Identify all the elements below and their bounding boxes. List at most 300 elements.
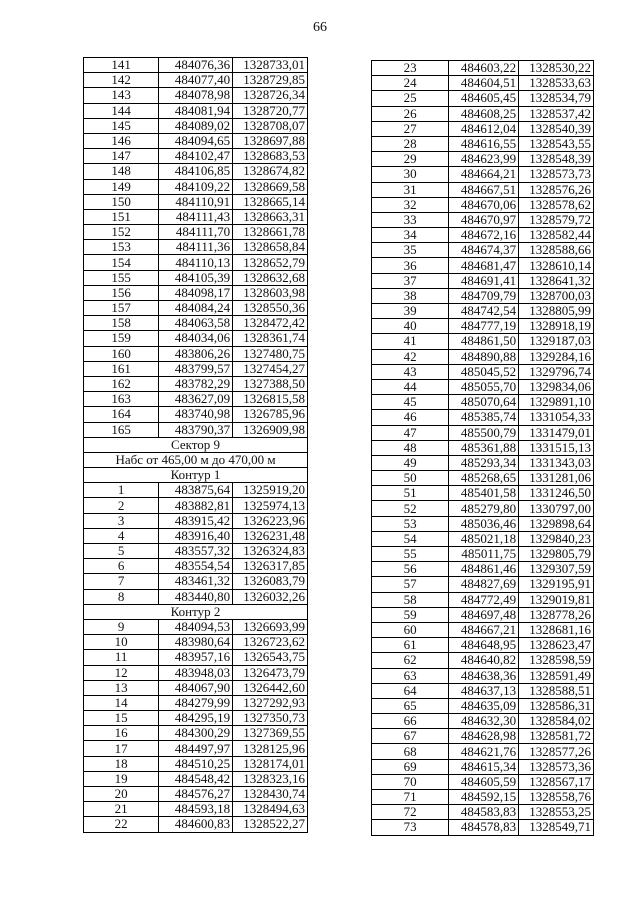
table-row: [84, 574, 308, 589]
y-coordinate: 1328543,55: [519, 136, 594, 151]
table-row: [372, 349, 594, 364]
y-coordinate: 1328534,79: [519, 91, 594, 106]
x-coordinate: 484603,22: [449, 61, 519, 76]
y-coordinate: 1328805,99: [519, 304, 594, 319]
table-row: [372, 562, 594, 577]
table-row: [84, 361, 308, 376]
point-number: 149: [84, 179, 159, 194]
point-number: 53: [372, 516, 449, 531]
section-heading: Сектор 9: [84, 437, 308, 452]
table-row: [84, 544, 308, 559]
x-coordinate: 484034,06: [159, 331, 233, 346]
table-row: [84, 240, 308, 255]
table-row: [84, 392, 308, 407]
y-coordinate: 1328125,96: [233, 741, 308, 756]
y-coordinate: 1327388,50: [233, 376, 308, 391]
table-row: [372, 258, 594, 273]
x-coordinate: 484593,18: [159, 802, 233, 817]
y-coordinate: 1328665,14: [233, 194, 308, 209]
x-coordinate: 484300,29: [159, 726, 233, 741]
y-coordinate: 1328548,39: [519, 152, 594, 167]
point-number: 48: [372, 440, 449, 455]
y-coordinate: 1328494,63: [233, 802, 308, 817]
x-coordinate: 484632,30: [449, 714, 519, 729]
y-coordinate: 1328588,51: [519, 683, 594, 698]
table-row: [372, 319, 594, 334]
x-coordinate: 484105,39: [159, 270, 233, 285]
x-coordinate: 484098,17: [159, 285, 233, 300]
page-number: 66: [313, 20, 327, 35]
y-coordinate: 1325919,20: [233, 483, 308, 498]
table-row: [84, 73, 308, 88]
y-coordinate: 1331054,33: [519, 410, 594, 425]
x-coordinate: 484670,06: [449, 197, 519, 212]
point-number: 49: [372, 455, 449, 470]
x-coordinate: 485055,70: [449, 379, 519, 394]
point-number: 33: [372, 212, 449, 227]
point-number: 31: [372, 182, 449, 197]
x-coordinate: 485500,79: [449, 425, 519, 440]
table-row: [84, 118, 308, 133]
point-number: 57: [372, 577, 449, 592]
y-coordinate: 1329284,16: [519, 349, 594, 364]
table-row: [84, 498, 308, 513]
x-coordinate: 484077,40: [159, 73, 233, 88]
table-row: [84, 179, 308, 194]
point-number: 64: [372, 683, 449, 698]
point-number: 54: [372, 531, 449, 546]
y-coordinate: 1328584,02: [519, 714, 594, 729]
x-coordinate: 484861,50: [449, 334, 519, 349]
table-row: [372, 774, 594, 789]
y-coordinate: 1328591,49: [519, 668, 594, 683]
x-coordinate: 484497,97: [159, 741, 233, 756]
point-number: 38: [372, 288, 449, 303]
point-number: 73: [372, 820, 449, 835]
point-number: 164: [84, 407, 159, 422]
x-coordinate: 484279,99: [159, 695, 233, 710]
table-row: [372, 501, 594, 516]
point-number: 165: [84, 422, 159, 437]
point-number: 156: [84, 285, 159, 300]
table-row: [84, 58, 308, 73]
table-row: [372, 744, 594, 759]
table-row: [372, 167, 594, 182]
point-number: 8: [84, 589, 159, 604]
x-coordinate: 483916,40: [159, 528, 233, 543]
y-coordinate: 1328697,88: [233, 133, 308, 148]
point-number: 37: [372, 273, 449, 288]
table-row: [372, 106, 594, 121]
x-coordinate: 484605,59: [449, 774, 519, 789]
y-coordinate: 1328577,26: [519, 744, 594, 759]
point-number: 65: [372, 698, 449, 713]
table-row: [372, 516, 594, 531]
point-number: 58: [372, 592, 449, 607]
point-number: 23: [372, 61, 449, 76]
table-row: [84, 407, 308, 422]
x-coordinate: 483740,98: [159, 407, 233, 422]
x-coordinate: 484635,09: [449, 698, 519, 713]
table-row: [84, 255, 308, 270]
y-coordinate: 1326473,79: [233, 665, 308, 680]
section-heading-row: [84, 468, 308, 483]
point-number: 1: [84, 483, 159, 498]
table-row: [372, 547, 594, 562]
table-row: [372, 714, 594, 729]
x-coordinate: 485011,75: [449, 547, 519, 562]
table-row: [84, 787, 308, 802]
table-row: [84, 316, 308, 331]
y-coordinate: 1328323,16: [233, 771, 308, 786]
point-number: 155: [84, 270, 159, 285]
y-coordinate: 1328540,39: [519, 121, 594, 136]
x-coordinate: 484616,55: [449, 136, 519, 151]
point-number: 147: [84, 149, 159, 164]
x-coordinate: 484578,83: [449, 820, 519, 835]
point-number: 16: [84, 726, 159, 741]
point-number: 45: [372, 395, 449, 410]
point-number: 162: [84, 376, 159, 391]
x-coordinate: 485070,64: [449, 395, 519, 410]
x-coordinate: 484078,98: [159, 88, 233, 103]
y-coordinate: 1328530,22: [519, 61, 594, 76]
y-coordinate: 1328558,76: [519, 790, 594, 805]
x-coordinate: 483557,32: [159, 544, 233, 559]
x-coordinate: 484084,24: [159, 301, 233, 316]
y-coordinate: 1327480,75: [233, 346, 308, 361]
x-coordinate: 484640,82: [449, 653, 519, 668]
point-number: 28: [372, 136, 449, 151]
point-number: 146: [84, 133, 159, 148]
table-row: [372, 228, 594, 243]
point-number: 14: [84, 695, 159, 710]
table-row: [84, 270, 308, 285]
point-number: 159: [84, 331, 159, 346]
x-coordinate: 484638,36: [449, 668, 519, 683]
point-number: 26: [372, 106, 449, 121]
y-coordinate: 1328578,62: [519, 197, 594, 212]
table-row: [372, 683, 594, 698]
table-row: [84, 589, 308, 604]
table-row: [84, 756, 308, 771]
x-coordinate: 484890,88: [449, 349, 519, 364]
x-coordinate: 483882,81: [159, 498, 233, 513]
point-number: 17: [84, 741, 159, 756]
x-coordinate: 484664,21: [449, 167, 519, 182]
y-coordinate: 1328586,31: [519, 698, 594, 713]
x-coordinate: 484089,02: [159, 118, 233, 133]
y-coordinate: 1328537,42: [519, 106, 594, 121]
table-row: [84, 376, 308, 391]
table-row: [372, 212, 594, 227]
table-row: [84, 559, 308, 574]
x-coordinate: 485021,18: [449, 531, 519, 546]
point-number: 15: [84, 711, 159, 726]
x-coordinate: 484612,04: [449, 121, 519, 136]
x-coordinate: 485401,58: [449, 486, 519, 501]
y-coordinate: 1329840,23: [519, 531, 594, 546]
y-coordinate: 1328720,77: [233, 103, 308, 118]
table-row: [372, 638, 594, 653]
point-number: 9: [84, 619, 159, 634]
y-coordinate: 1328674,82: [233, 164, 308, 179]
table-row: [372, 182, 594, 197]
y-coordinate: 1328533,63: [519, 76, 594, 91]
y-coordinate: 1326785,96: [233, 407, 308, 422]
y-coordinate: 1328576,26: [519, 182, 594, 197]
section-heading-row: [84, 437, 308, 452]
x-coordinate: 484109,22: [159, 179, 233, 194]
table-row: [372, 334, 594, 349]
x-coordinate: 484094,65: [159, 133, 233, 148]
point-number: 150: [84, 194, 159, 209]
x-coordinate: 484110,13: [159, 255, 233, 270]
y-coordinate: 1329898,64: [519, 516, 594, 531]
y-coordinate: 1329891,10: [519, 395, 594, 410]
point-number: 55: [372, 547, 449, 562]
y-coordinate: 1326543,75: [233, 650, 308, 665]
point-number: 2: [84, 498, 159, 513]
table-row: [84, 346, 308, 361]
point-number: 67: [372, 729, 449, 744]
table-row: [84, 209, 308, 224]
x-coordinate: 484681,47: [449, 258, 519, 273]
y-coordinate: 1328729,85: [233, 73, 308, 88]
y-coordinate: 1326231,48: [233, 528, 308, 543]
point-number: 158: [84, 316, 159, 331]
y-coordinate: 1328778,26: [519, 607, 594, 622]
x-coordinate: 484628,98: [449, 729, 519, 744]
table-row: [84, 285, 308, 300]
section-heading: Набс от 465,00 м до 470,00 м: [84, 452, 308, 467]
y-coordinate: 1328553,25: [519, 805, 594, 820]
x-coordinate: 484621,76: [449, 744, 519, 759]
point-number: 51: [372, 486, 449, 501]
point-number: 19: [84, 771, 159, 786]
point-number: 5: [84, 544, 159, 559]
point-number: 141: [84, 58, 159, 73]
table-row: [372, 76, 594, 91]
table-row: [372, 698, 594, 713]
x-coordinate: 484106,85: [159, 164, 233, 179]
point-number: 66: [372, 714, 449, 729]
x-coordinate: 484583,83: [449, 805, 519, 820]
x-coordinate: 484691,41: [449, 273, 519, 288]
x-coordinate: 484667,21: [449, 622, 519, 637]
table-row: [84, 422, 308, 437]
point-number: 7: [84, 574, 159, 589]
y-coordinate: 1326324,83: [233, 544, 308, 559]
point-number: 157: [84, 301, 159, 316]
point-number: 35: [372, 243, 449, 258]
table-row: [84, 741, 308, 756]
table-row: [372, 379, 594, 394]
x-coordinate: 484637,13: [449, 683, 519, 698]
point-number: 160: [84, 346, 159, 361]
table-row: [84, 802, 308, 817]
point-number: 153: [84, 240, 159, 255]
table-row: [84, 650, 308, 665]
x-coordinate: 484102,47: [159, 149, 233, 164]
x-coordinate: 483440,80: [159, 589, 233, 604]
table-row: [84, 194, 308, 209]
table-row: [84, 301, 308, 316]
x-coordinate: 484674,37: [449, 243, 519, 258]
y-coordinate: 1328567,17: [519, 774, 594, 789]
point-number: 152: [84, 225, 159, 240]
x-coordinate: 484861,46: [449, 562, 519, 577]
section-heading-row: [84, 452, 308, 467]
y-coordinate: 1326909,98: [233, 422, 308, 437]
x-coordinate: 484094,53: [159, 619, 233, 634]
x-coordinate: 484827,69: [449, 577, 519, 592]
table-row: [84, 88, 308, 103]
y-coordinate: 1328579,72: [519, 212, 594, 227]
table-row: [372, 455, 594, 470]
y-coordinate: 1328603,98: [233, 285, 308, 300]
point-number: 32: [372, 197, 449, 212]
y-coordinate: 1331343,03: [519, 455, 594, 470]
y-coordinate: 1329307,59: [519, 562, 594, 577]
table-row: [372, 288, 594, 303]
coordinates-table-right: [371, 60, 594, 836]
table-row: [372, 592, 594, 607]
y-coordinate: 1328658,84: [233, 240, 308, 255]
point-number: 72: [372, 805, 449, 820]
point-number: 71: [372, 790, 449, 805]
x-coordinate: 484111,36: [159, 240, 233, 255]
table-row: [84, 483, 308, 498]
table-row: [372, 622, 594, 637]
x-coordinate: 483554,54: [159, 559, 233, 574]
y-coordinate: 1328582,44: [519, 228, 594, 243]
table-row: [372, 304, 594, 319]
table-row: [84, 695, 308, 710]
point-number: 42: [372, 349, 449, 364]
y-coordinate: 1328573,36: [519, 759, 594, 774]
table-row: [372, 197, 594, 212]
y-coordinate: 1330797,00: [519, 501, 594, 516]
table-row: [84, 103, 308, 118]
point-number: 21: [84, 802, 159, 817]
x-coordinate: 484777,19: [449, 319, 519, 334]
y-coordinate: 1325974,13: [233, 498, 308, 513]
table-row: [372, 152, 594, 167]
point-number: 22: [84, 817, 159, 832]
x-coordinate: 484067,90: [159, 680, 233, 695]
point-number: 39: [372, 304, 449, 319]
x-coordinate: 483957,16: [159, 650, 233, 665]
y-coordinate: 1331281,06: [519, 471, 594, 486]
point-number: 63: [372, 668, 449, 683]
point-number: 6: [84, 559, 159, 574]
point-number: 41: [372, 334, 449, 349]
point-number: 144: [84, 103, 159, 118]
table-row: [372, 471, 594, 486]
y-coordinate: 1326723,62: [233, 635, 308, 650]
y-coordinate: 1328669,58: [233, 179, 308, 194]
y-coordinate: 1329195,91: [519, 577, 594, 592]
y-coordinate: 1329805,79: [519, 547, 594, 562]
y-coordinate: 1328549,71: [519, 820, 594, 835]
table-row: [372, 395, 594, 410]
point-number: 25: [372, 91, 449, 106]
y-coordinate: 1326317,85: [233, 559, 308, 574]
table-row: [372, 805, 594, 820]
x-coordinate: 484608,25: [449, 106, 519, 121]
table-row: [84, 513, 308, 528]
point-number: 69: [372, 759, 449, 774]
table-row: [84, 665, 308, 680]
x-coordinate: 484548,42: [159, 771, 233, 786]
table-row: [84, 619, 308, 634]
point-number: 40: [372, 319, 449, 334]
y-coordinate: 1328550,36: [233, 301, 308, 316]
point-number: 59: [372, 607, 449, 622]
y-coordinate: 1329019,81: [519, 592, 594, 607]
y-coordinate: 1328652,79: [233, 255, 308, 270]
point-number: 10: [84, 635, 159, 650]
point-number: 163: [84, 392, 159, 407]
table-row: [84, 711, 308, 726]
x-coordinate: 484295,19: [159, 711, 233, 726]
x-coordinate: 484111,43: [159, 209, 233, 224]
y-coordinate: 1328623,47: [519, 638, 594, 653]
y-coordinate: 1328573,73: [519, 167, 594, 182]
x-coordinate: 483461,32: [159, 574, 233, 589]
point-number: 142: [84, 73, 159, 88]
table-row: [372, 790, 594, 805]
x-coordinate: 483948,03: [159, 665, 233, 680]
x-coordinate: 483799,57: [159, 361, 233, 376]
point-number: 62: [372, 653, 449, 668]
table-row: [84, 528, 308, 543]
x-coordinate: 483790,37: [159, 422, 233, 437]
x-coordinate: 484623,99: [449, 152, 519, 167]
table-row: [84, 331, 308, 346]
x-coordinate: 485268,65: [449, 471, 519, 486]
y-coordinate: 1331515,13: [519, 440, 594, 455]
table-row: [372, 668, 594, 683]
point-number: 52: [372, 501, 449, 516]
point-number: 50: [372, 471, 449, 486]
y-coordinate: 1328663,31: [233, 209, 308, 224]
y-coordinate: 1327454,27: [233, 361, 308, 376]
y-coordinate: 1326032,26: [233, 589, 308, 604]
point-number: 56: [372, 562, 449, 577]
point-number: 145: [84, 118, 159, 133]
y-coordinate: 1328430,74: [233, 787, 308, 802]
table-row: [372, 440, 594, 455]
x-coordinate: 484110,91: [159, 194, 233, 209]
point-number: 70: [372, 774, 449, 789]
x-coordinate: 483806,26: [159, 346, 233, 361]
y-coordinate: 1328581,72: [519, 729, 594, 744]
table-row: [372, 136, 594, 151]
table-row: [372, 729, 594, 744]
x-coordinate: 484648,95: [449, 638, 519, 653]
y-coordinate: 1328598,59: [519, 653, 594, 668]
point-number: 161: [84, 361, 159, 376]
point-number: 20: [84, 787, 159, 802]
point-number: 46: [372, 410, 449, 425]
section-heading: Контур 1: [84, 468, 308, 483]
x-coordinate: 484697,48: [449, 607, 519, 622]
x-coordinate: 484600,83: [159, 817, 233, 832]
y-coordinate: 1328681,16: [519, 622, 594, 637]
table-row: [84, 771, 308, 786]
